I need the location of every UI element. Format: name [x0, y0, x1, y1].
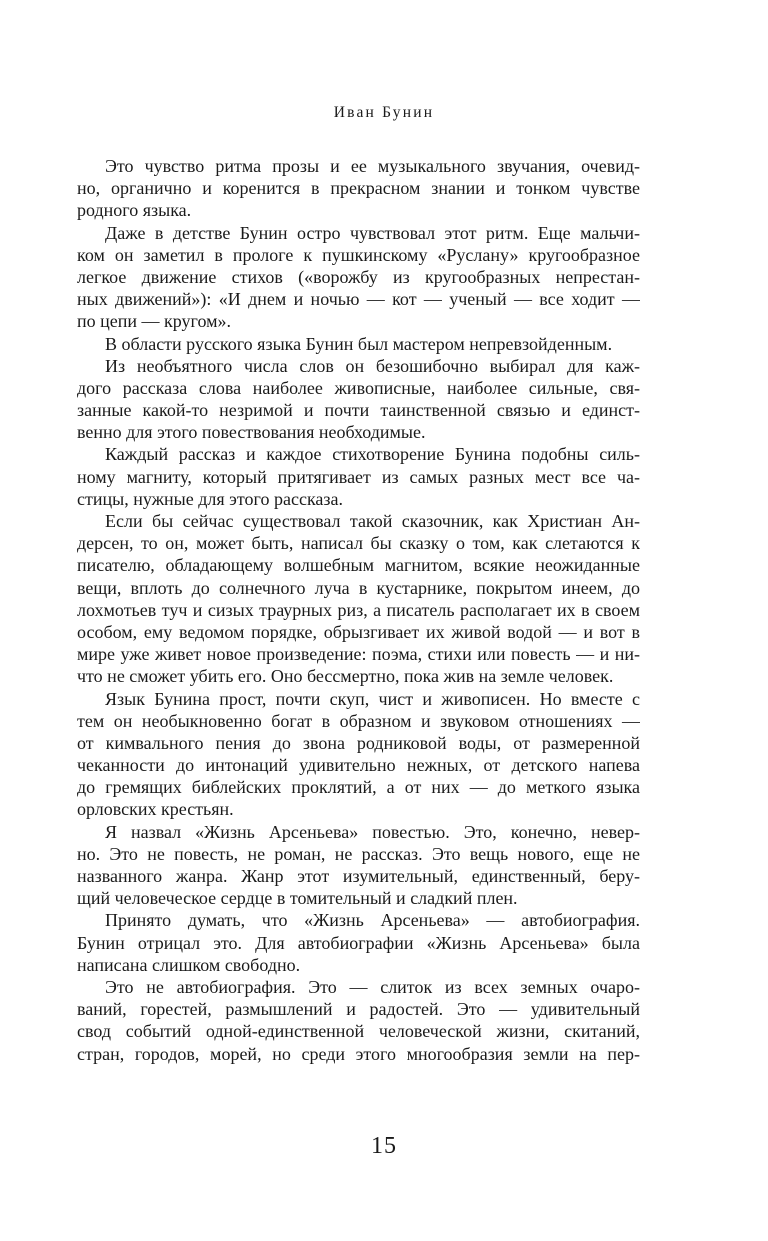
- text-line: Каждый рассказ и каждое стихотворение Бунина подобны силь-: [105, 444, 640, 465]
- text-line: ваний, горестей, размышлений и радостей. Это — удивительный: [77, 999, 640, 1020]
- paragraph: [77, 333, 640, 355]
- text-line: но, органично и коренится в прекрасном знании и тонком чувстве: [77, 178, 640, 199]
- text-line: ному магниту, который притягивает из самых разных мест все ча-: [77, 466, 640, 487]
- paragraph: [77, 222, 640, 333]
- paragraph: [77, 510, 640, 688]
- text-line: орловских крестьян.: [77, 799, 234, 820]
- text-line: что не сможет убить его. Оно бессмертно, пока жив на земле человек.: [77, 666, 614, 687]
- text-line: Это чувство ритма прозы и ее музыкального звучания, очевид-: [105, 156, 640, 176]
- text-line: Из необъятного числа слов он безошибочно выбирал для каж-: [105, 355, 640, 376]
- text-line: лохмотьев туч и сизых траурных риз, а писатель располагает их в своем: [77, 599, 640, 620]
- text-line: ком он заметил в прологе к пушкинскому «Руслану» кругообразное: [77, 244, 640, 265]
- text-line: дерсен, то он, может быть, написал бы сказку о том, как слетаются к: [77, 533, 640, 554]
- paragraph: [77, 443, 640, 510]
- text-line: по цепи — кругом».: [77, 311, 232, 332]
- text-line: вещи, вплоть до солнечного луча в кустарнике, покрытом инеем, до: [77, 577, 640, 598]
- text-line: до гремящих библейских проклятий, а от них — до меткого языка: [77, 777, 640, 798]
- text-line: написана слишком свободно.: [77, 954, 301, 975]
- text-line: от кимвального пения до звона родниковой воды, от размеренной: [77, 732, 640, 753]
- text-line: свод событий одной-единственной человеческой жизни, скитаний,: [77, 1021, 640, 1042]
- text-line: Даже в детстве Бунин остро чувствовал этот ритм. Еще мальчи-: [105, 222, 640, 243]
- text-line: дого рассказа слова наиболее живописные, наиболее сильные, свя-: [77, 377, 640, 398]
- text-line: Принято думать, что «Жизнь Арсеньева» — автобиография.: [105, 910, 640, 931]
- text-line: щий человеческое сердце в томительный и сладкий плен.: [77, 888, 518, 909]
- text-line: Если бы сейчас существовал такой сказочник, как Христиан Ан-: [105, 511, 640, 531]
- running-head: Иван Бунин: [333, 104, 435, 121]
- text-line: особом, ему ведомом порядке, обрызгивает их живой водой — и вот в: [77, 621, 640, 642]
- text-line: занные какой-то незримой и почти таинственной связью и единст-: [77, 400, 640, 421]
- text-body: [77, 155, 640, 1065]
- text-line: Я назвал «Жизнь Арсеньева» повестью. Это, конечно, невер-: [105, 821, 640, 842]
- text-line: родного языка.: [77, 200, 192, 221]
- page-number: 15: [371, 1133, 397, 1159]
- text-line: тем он необыкновенно богат в образном и звуковом отношениях —: [77, 710, 640, 731]
- text-line: ных движений»): «И днем и ночью — кот — ученый — все ходит —: [77, 289, 640, 310]
- paragraph: [77, 355, 640, 444]
- paragraph: [77, 909, 640, 976]
- paragraph: [77, 155, 640, 222]
- text-line: легкое движение стихов («ворожбу из кругообразных непрестан-: [77, 266, 640, 287]
- text-line: названного жанра. Жанр этот изумительный, единственный, беру-: [77, 866, 640, 886]
- text-line: венно для этого повествования необходимые.: [77, 422, 426, 443]
- text-line: но. Это не повесть, не роман, не рассказ. Это вещь нового, еще не: [77, 843, 640, 864]
- text-line: мире уже живет новое произведение: поэма, стихи или повесть — и ни-: [77, 644, 640, 665]
- paragraph: [77, 688, 640, 821]
- text-line: писателю, обладающему волшебным магнитом, всякие неожиданные: [77, 555, 640, 576]
- text-line: Язык Бунина прост, почти скуп, чист и живописен. Но вместе с: [105, 688, 640, 709]
- paragraph: [77, 976, 640, 1065]
- paragraph: [77, 821, 640, 910]
- text-line: Это не автобиография. Это — слиток из всех земных очаро-: [105, 976, 640, 997]
- text-line: стицы, нужные для этого рассказа.: [77, 488, 344, 509]
- text-line: В области русского языка Бунин был мастером непревзойденным.: [105, 333, 613, 354]
- text-line: стран, городов, морей, но среди этого многообразия земли на пер-: [77, 1043, 640, 1064]
- text-line: Бунин отрицал это. Для автобиографии «Жизнь Арсеньева» была: [77, 932, 640, 953]
- text-line: чеканности до интонаций удивительно нежных, от детского напева: [77, 755, 640, 776]
